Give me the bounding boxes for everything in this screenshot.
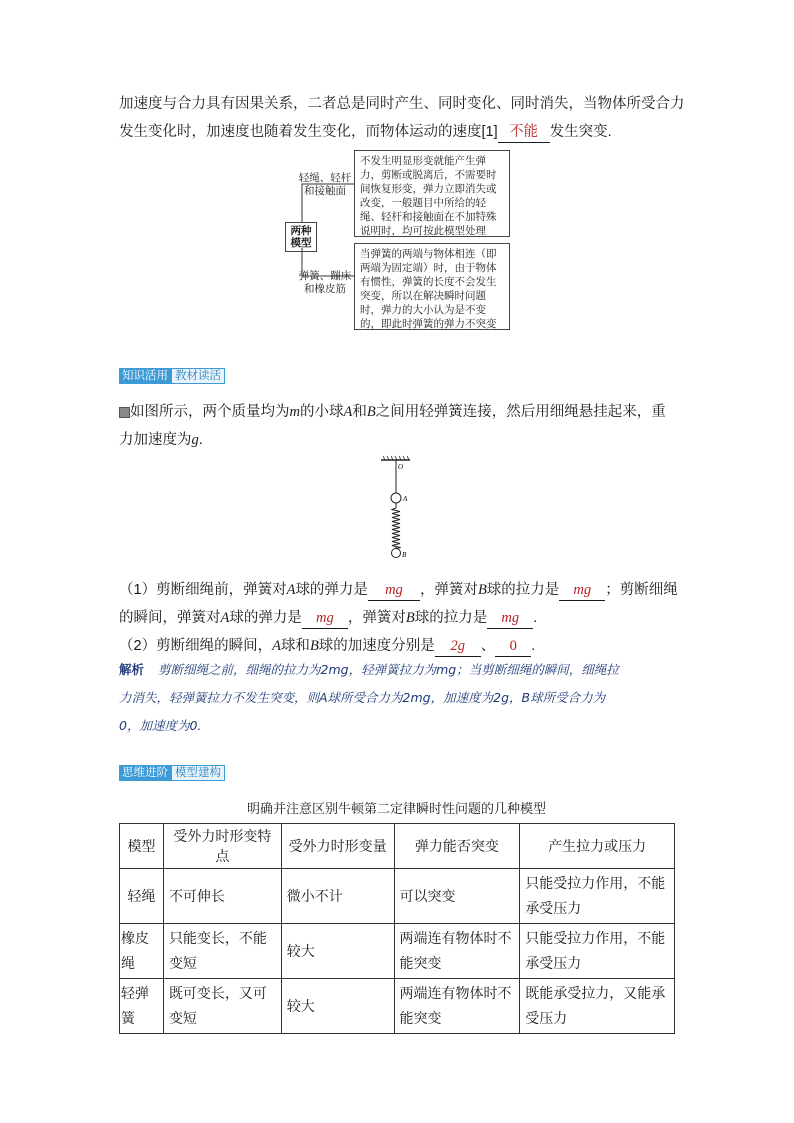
analysis-block: 解析 剪断细绳之前，细绳的拉力为2mg，轻弹簧拉力为mg；当剪断细绳的瞬间，细绳拉 力消失，轻弹簧拉力不发生突变，则A球所受合力为2mg，加速度为2g，B球所受合力为 0，加速度为0. bbox=[119, 662, 619, 733]
table-cell: 橡皮绳 bbox=[120, 924, 164, 979]
table-cell: 不可伸长 bbox=[163, 869, 281, 924]
intro-line-1: 加速度与合力具有因果关系，二者总是同时产生、同时变化、同时消失，当物体所受合力 bbox=[119, 96, 685, 112]
table-cell: 较大 bbox=[281, 979, 394, 1034]
model-table bbox=[119, 823, 675, 1034]
table-cell: 较大 bbox=[281, 924, 394, 979]
table-cell: 可以突变 bbox=[394, 869, 520, 924]
analysis-label: 解析 bbox=[119, 662, 145, 677]
concept-diagram bbox=[280, 148, 520, 333]
answer-blank: mg bbox=[368, 580, 420, 601]
ball-A bbox=[391, 493, 401, 503]
table-cell: 轻绳 bbox=[120, 869, 164, 924]
table-cell: 两端连有物体时不能突变 bbox=[394, 924, 520, 979]
answer-blank-1: 不能 bbox=[498, 122, 550, 143]
table-row bbox=[120, 869, 675, 924]
answer-blank: mg bbox=[559, 580, 605, 601]
problem-statement: 如图所示，两个质量均为m的小球A和B之间用轻弹簧连接，然后用细绳悬挂起来，重 力加速度为g. bbox=[119, 404, 666, 448]
q1-line-1: （1）剪断细绳前，弹簧对A球的弹力是 mg ，弹簧对B球的拉力是 mg ；剪断细绳 bbox=[119, 576, 689, 604]
answer-blank: mg bbox=[302, 608, 348, 629]
table-cell: 只能受拉力作用，不能承受压力 bbox=[520, 924, 675, 979]
label-A: A bbox=[403, 495, 408, 503]
table-cell: 轻弹簧 bbox=[120, 979, 164, 1034]
intro-line-2: 发生变化时，加速度也随着发生变化，而物体运动的速度[1] 不能 发生突变. bbox=[119, 118, 689, 146]
spring-figure bbox=[370, 455, 430, 565]
diagram-center-label: 两种模型 bbox=[285, 222, 317, 252]
table-row bbox=[120, 924, 675, 979]
intro-paragraph bbox=[119, 90, 689, 146]
table-cell: 只能受拉力作用，不能承受压力 bbox=[520, 869, 675, 924]
problem-marker-icon bbox=[119, 407, 130, 418]
q1-line-2: 的瞬间，弹簧对A球的弹力是 mg ，弹簧对B球的拉力是 mg . bbox=[119, 604, 689, 632]
spring bbox=[392, 508, 400, 549]
q2-line: （2）剪断细绳的瞬间，A球和B球的加速度分别是 2g 、 0 . bbox=[119, 632, 689, 660]
answer-blank: mg bbox=[487, 608, 533, 629]
table-cell: 两端连有物体时不能突变 bbox=[394, 979, 520, 1034]
table-header-row bbox=[120, 824, 675, 869]
table-header-cell: 弹力能否突变 bbox=[394, 824, 520, 869]
table-cell: 只能变长，不能变短 bbox=[163, 924, 281, 979]
table-cell: 既可变长，又可变短 bbox=[163, 979, 281, 1034]
table-cell: 既能承受拉力，又能承受压力 bbox=[520, 979, 675, 1034]
answer-blank: 0 bbox=[495, 636, 531, 657]
table-row bbox=[120, 979, 675, 1034]
table-header-cell: 模型 bbox=[120, 824, 164, 869]
table-header-cell: 受外力时形变量 bbox=[281, 824, 394, 869]
section-tag-knowledge: 知识活用 教材读活 bbox=[119, 368, 225, 384]
label-O: O bbox=[398, 463, 404, 471]
section-tag-thinking: 思维进阶 模型建构 bbox=[119, 765, 225, 781]
table-header-cell: 受外力时形变特点 bbox=[163, 824, 281, 869]
questions bbox=[119, 576, 689, 660]
ball-B bbox=[392, 549, 401, 558]
diagram-branch-top: 轻绳、轻杆和接触面 bbox=[298, 172, 352, 197]
diagram-branch-bottom: 弹簧、蹦床和橡皮筋 bbox=[298, 270, 352, 295]
table-header-cell: 产生拉力或压力 bbox=[520, 824, 675, 869]
answer-blank: 2g bbox=[435, 636, 481, 657]
table-title: 明确并注意区别牛顿第二定律瞬时性问题的几种模型 bbox=[246, 801, 546, 816]
table-cell: 微小不计 bbox=[281, 869, 394, 924]
diagram-box-top: 不发生明显形变就能产生弹力，剪断或脱离后，不需要时间恢复形变，弹力立即消失或改变，一般题目中所给的轻绳、轻杆和接触面在不加特殊说明时，均可按此模型处理 bbox=[354, 150, 510, 237]
diagram-box-bottom: 当弹簧的两端与物体相连（即两端为固定端）时，由于物体有惯性，弹簧的长度不会发生突变，所以在解决瞬时问题时，弹力的大小认为是不变的，即此时弹簧的弹力不突变 bbox=[354, 243, 510, 330]
label-B: B bbox=[402, 551, 407, 559]
